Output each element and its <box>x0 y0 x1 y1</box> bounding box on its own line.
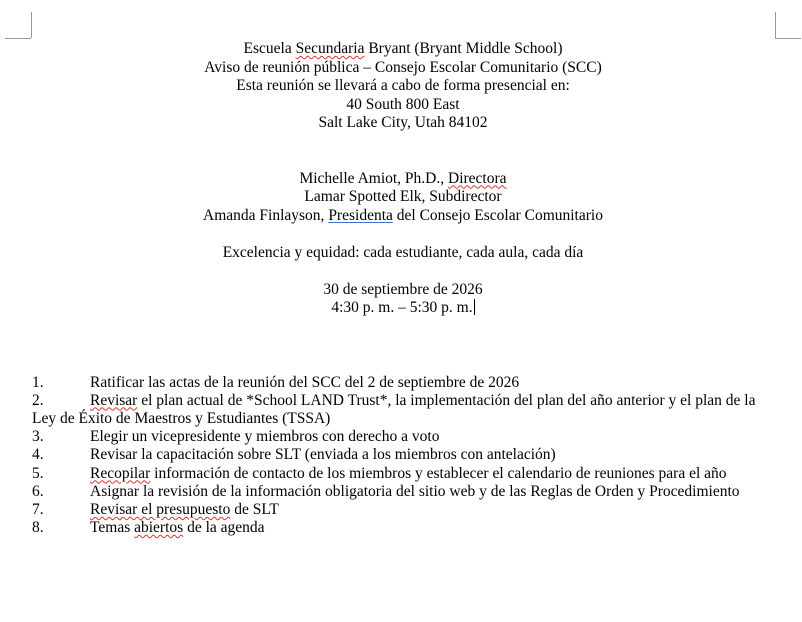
agenda-item-number: 2. <box>32 391 44 409</box>
agenda-item <box>32 446 774 464</box>
meeting-date-line: 30 de septiembre de 2026 <box>323 280 483 298</box>
address-city-line: Salt Lake City, Utah 84102 <box>318 114 488 131</box>
agenda-item <box>32 465 774 483</box>
school-name-line: Escuela Secundaria Bryant (Bryant Middle School) <box>243 40 563 57</box>
notice-title-line: Aviso de reunión pública – Consejo Escolar Comunitario (SCC) <box>204 58 602 76</box>
agenda-item-number: 8. <box>32 519 44 537</box>
grammar-mark: Presidenta <box>328 206 393 224</box>
crop-mark-top-left-horizontal <box>5 38 31 39</box>
spelling-mark: abiertos <box>134 519 184 537</box>
text-cursor <box>474 299 475 315</box>
agenda-item <box>32 374 774 392</box>
crop-mark-top-left-vertical <box>31 12 32 38</box>
meeting-time-line <box>32 299 774 318</box>
agenda-item <box>32 483 774 501</box>
spelling-mark: Revisar <box>90 391 138 409</box>
agenda-item-text: Revisar el plan actual de *School LAND Trust*, la implementación del plan del año anterior y el plan de la Ley de Éxito de Maestros y Estudiantes (TSSA) <box>32 391 756 427</box>
agenda-item <box>32 519 774 537</box>
agenda-item-text: Elegir un vicepresidente y miembros con derecho a voto <box>90 428 440 446</box>
crop-mark-top-right-vertical <box>775 12 776 38</box>
agenda-item-number: 4. <box>32 446 44 464</box>
agenda-item-number: 1. <box>32 373 44 391</box>
agenda-list <box>32 374 774 538</box>
motto-line: Excelencia y equidad: cada estudiante, cada aula, cada día <box>222 243 584 261</box>
agenda-item-text: Temas abiertos de la agenda <box>90 519 265 537</box>
agenda-item <box>32 428 774 446</box>
location-intro-line: Esta reunión se llevará a cabo de forma presencial en: <box>236 77 570 94</box>
agenda-item-text: Asignar la revisión de la información obligatoria del sitio web y de las Reglas de Orden y Procedimiento <box>90 482 740 500</box>
document-page[interactable] <box>32 40 774 537</box>
agenda-item <box>32 392 774 428</box>
agenda-item-text: Revisar el presupuesto de SLT <box>90 500 279 518</box>
header-block <box>32 40 774 133</box>
spelling-mark: Secundaria <box>295 40 365 57</box>
agenda-item-number: 3. <box>32 428 44 446</box>
spelling-mark: Revisar el presupuesto <box>90 500 231 518</box>
meeting-time-block <box>32 281 774 318</box>
staff-block <box>32 170 774 226</box>
agenda-item-text: Ratificar las actas de la reunión del SCC del 2 de septiembre de 2026 <box>90 373 520 391</box>
spelling-mark: Recopilar <box>90 464 151 482</box>
agenda-item-number: 5. <box>32 464 44 482</box>
chair-line: Amanda Finlayson, Presidenta del Consejo Escolar Comunitario <box>203 206 603 224</box>
spelling-mark: Directora <box>448 169 507 187</box>
agenda-item-number: 7. <box>32 500 44 518</box>
meeting-time-text: 4:30 p. m. – 5:30 p. m. <box>331 299 473 316</box>
agenda-item-text: Recopilar información de contacto de los miembros y establecer el calendario de reuniones para el año <box>90 464 727 482</box>
agenda-item-number: 6. <box>32 482 44 500</box>
agenda-item-text: Revisar la capacitación sobre SLT (enviada a los miembros con antelación) <box>90 446 556 464</box>
principal-line: Michelle Amiot, Ph.D., Directora <box>299 169 507 187</box>
agenda-item <box>32 501 774 519</box>
motto-block <box>32 244 774 263</box>
vice-principal-line: Lamar Spotted Elk, Subdirector <box>304 188 502 205</box>
address-street-line: 40 South 800 East <box>346 95 460 113</box>
crop-mark-top-right-horizontal <box>775 38 801 39</box>
